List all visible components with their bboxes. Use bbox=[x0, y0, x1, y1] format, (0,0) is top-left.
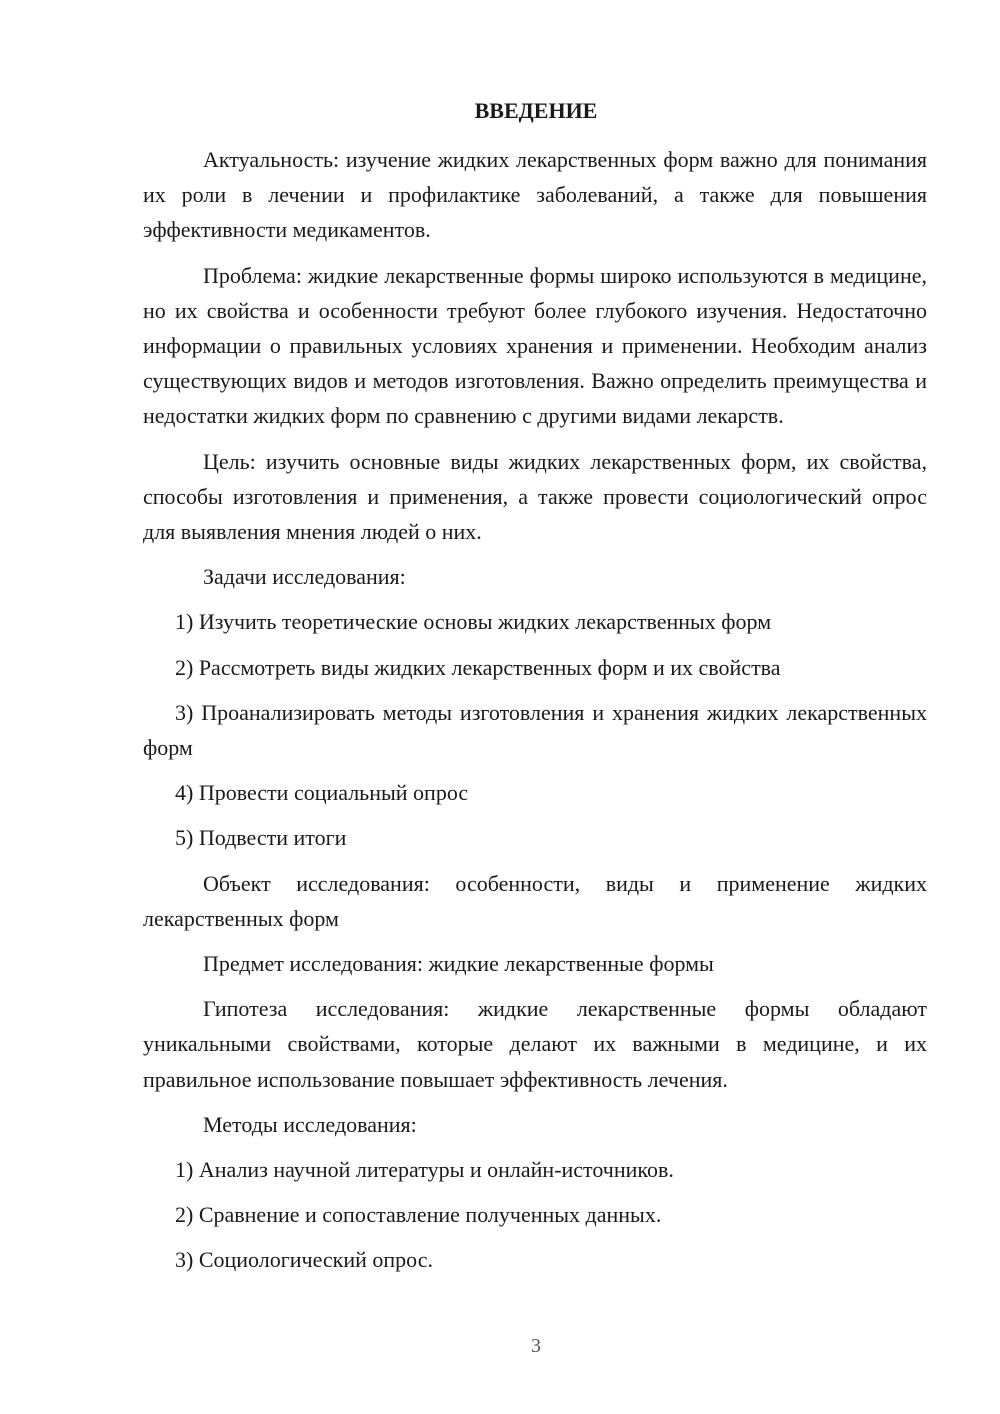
paragraph-tasks-heading: Задачи исследования: bbox=[203, 564, 406, 590]
paragraph-hypothesis: Гипотеза исследования: жидкие лекарственные формы обладают уникальными свойствами, которые делают их важными в медицине, и их правильное использование повышает эффективность лечения. bbox=[143, 996, 927, 1092]
task-item: 2) Рассмотреть виды жидких лекарственных форм и их свойства bbox=[175, 654, 781, 680]
paragraph-goal: Цель: изучить основные виды жидких лекарственных форм, их свойства, способы изготовления и применения, а также провести социологический опрос для выявления мнения людей о них. bbox=[143, 448, 927, 545]
method-item: 1) Анализ научной литературы и онлайн-источников. bbox=[175, 1157, 674, 1183]
task-item: 3) Проанализировать методы изготовления и хранения жидких лекарственных форм bbox=[143, 699, 927, 761]
paragraph-relevance: Актуальность: изучение жидких лекарственных форм важно для понимания их роли в лечении и профилактике заболеваний, а также для повышения эффективности медикаментов. bbox=[143, 147, 927, 243]
document-body bbox=[143, 142, 927, 1278]
task-item: 5) Подвести итоги bbox=[175, 825, 347, 851]
method-item: 2) Сравнение и сопоставление полученных данных. bbox=[175, 1202, 662, 1228]
paragraph-methods-heading: Методы исследования: bbox=[203, 1111, 417, 1137]
paragraph-object: Объект исследования: особенности, виды и применение жидких лекарственных форм bbox=[143, 870, 927, 931]
task-item: 4) Провести социальный опрос bbox=[175, 780, 469, 806]
method-item: 3) Социологический опрос. bbox=[175, 1247, 433, 1273]
section-title: ВВЕДЕНИЕ bbox=[474, 98, 598, 123]
task-item: 1) Изучить теоретические основы жидких лекарственных форм bbox=[175, 609, 772, 635]
page-number: 3 bbox=[531, 1335, 541, 1357]
paragraph-problem: Проблема: жидкие лекарственные формы широко используются в медицине, но их свойства и особенности требуют более глубокого изучения. Недостаточно информации о правильных условиях хранения и применении. Необходим анализ существующих видов и методов изготовления. Важно определить преимущества и недостатки жидких форм по сравнению с другими видами лекарств. bbox=[143, 262, 927, 429]
paragraph-subject: Предмет исследования: жидкие лекарственные формы bbox=[203, 951, 714, 977]
